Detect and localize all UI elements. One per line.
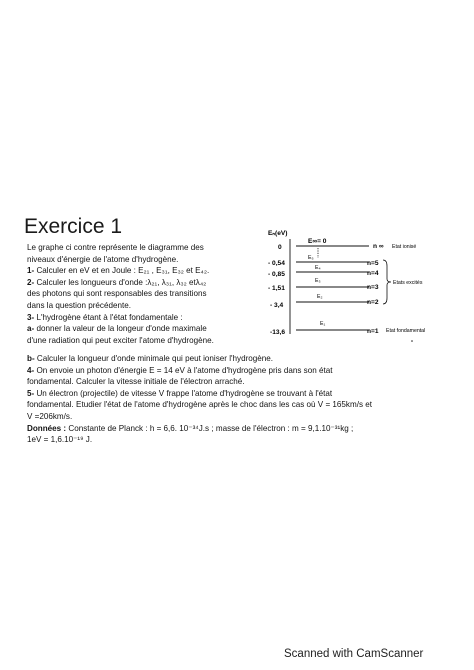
level-energy-label: -13,6 — [270, 329, 286, 336]
ground-state-label: Etat fondamental — [386, 328, 426, 334]
level-state-label: E₅ — [308, 255, 314, 261]
intro-line: Le graphe ci contre représente le diagramme des — [27, 243, 204, 252]
level-state-label: E₃ — [315, 278, 321, 284]
question-2-line: des photons qui sont responsables des transitions — [27, 289, 207, 299]
question-3-line: 3- L'hydrogène étant à l'état fondamentale : — [27, 312, 183, 322]
level-state-label: E∞= 0 — [308, 238, 327, 245]
level-energy-label: - 1,51 — [268, 285, 285, 292]
question-1: 1- Calculer en eV et en Joule : E₂₁ , E₃₁, E₃₂ et E₄₂. — [27, 266, 210, 276]
question-2-line: dans la question précédente. — [27, 300, 131, 310]
scan-speck — [411, 340, 413, 342]
level-n-label: n ∞ — [373, 243, 384, 250]
scanner-watermark: Scanned with CamScanner — [284, 648, 424, 660]
question-line: fondamental. Etudier l'état de l'atome d'hydrogène après le choc dans les cas où V = 165km/s et — [27, 400, 373, 410]
level-n-label: n=1 — [367, 328, 379, 335]
question-line: fondamental. Calculer la vitesse initiale de l'électron arraché. — [27, 377, 245, 387]
axis-label: Eₙ(eV) — [268, 230, 288, 237]
data-line: 1eV = 1,6.10⁻¹⁹ J. — [27, 435, 93, 445]
level-energy-label: - 3,4 — [270, 302, 284, 309]
level-n-label: n=3 — [367, 284, 379, 291]
exercise-title: Exercice 1 — [24, 215, 123, 238]
level-energy-label: 0 — [278, 244, 282, 251]
question-3-line: a- donner la valeur de la longeur d'onde maximale — [27, 324, 207, 334]
ionised-state-label: Etat ionisé — [392, 244, 417, 250]
level-state-label: E₁ — [320, 321, 326, 327]
level-state-label: E₄ — [315, 265, 321, 271]
question-3-line: d'une radiation qui peut exciter l'atome d'hydrogène. — [27, 335, 214, 345]
question-line: b- Calculer la longueur d'onde minimale qui peut ioniser l'hydrogène. — [27, 354, 274, 363]
level-energy-label: - 0,85 — [268, 271, 285, 278]
question-block — [27, 353, 451, 446]
level-state-label: E₂ — [317, 294, 323, 300]
intro-line: niveaux d'énergie de l'atome d'hydrogène. — [27, 254, 179, 264]
excited-states-brace — [383, 260, 391, 304]
excited-states-label: Etats excités — [393, 280, 423, 286]
level-energy-label: - 0,54 — [268, 260, 285, 267]
data-line: Données : Constante de Planck : h = 6,6. 10⁻³⁴J.s ; masse de l'électron : m = 9,1.10⁻³¹kg ; — [27, 423, 354, 433]
level-n-label: n=2 — [367, 299, 379, 306]
level-n-label: n=5 — [367, 260, 379, 267]
energy-level-diagram — [264, 224, 464, 346]
question-line: V =206km/s. — [27, 411, 73, 421]
question-line: 5- Un électron (projectile) de vitesse V frappe l'atome d'hydrogène se trouvant à l'état — [27, 388, 333, 398]
question-line: 4- On envoie un photon d'énergie E = 14 eV à l'atome d'hydrogène pris dans son état — [27, 365, 333, 375]
intro-block — [27, 242, 249, 346]
question-2-line: 2- Calculer les longueurs d'onde :λ₂₁, λ₃₁, λ₃₂ etλ₄₂ — [27, 277, 207, 287]
level-n-label: n=4 — [367, 270, 379, 277]
